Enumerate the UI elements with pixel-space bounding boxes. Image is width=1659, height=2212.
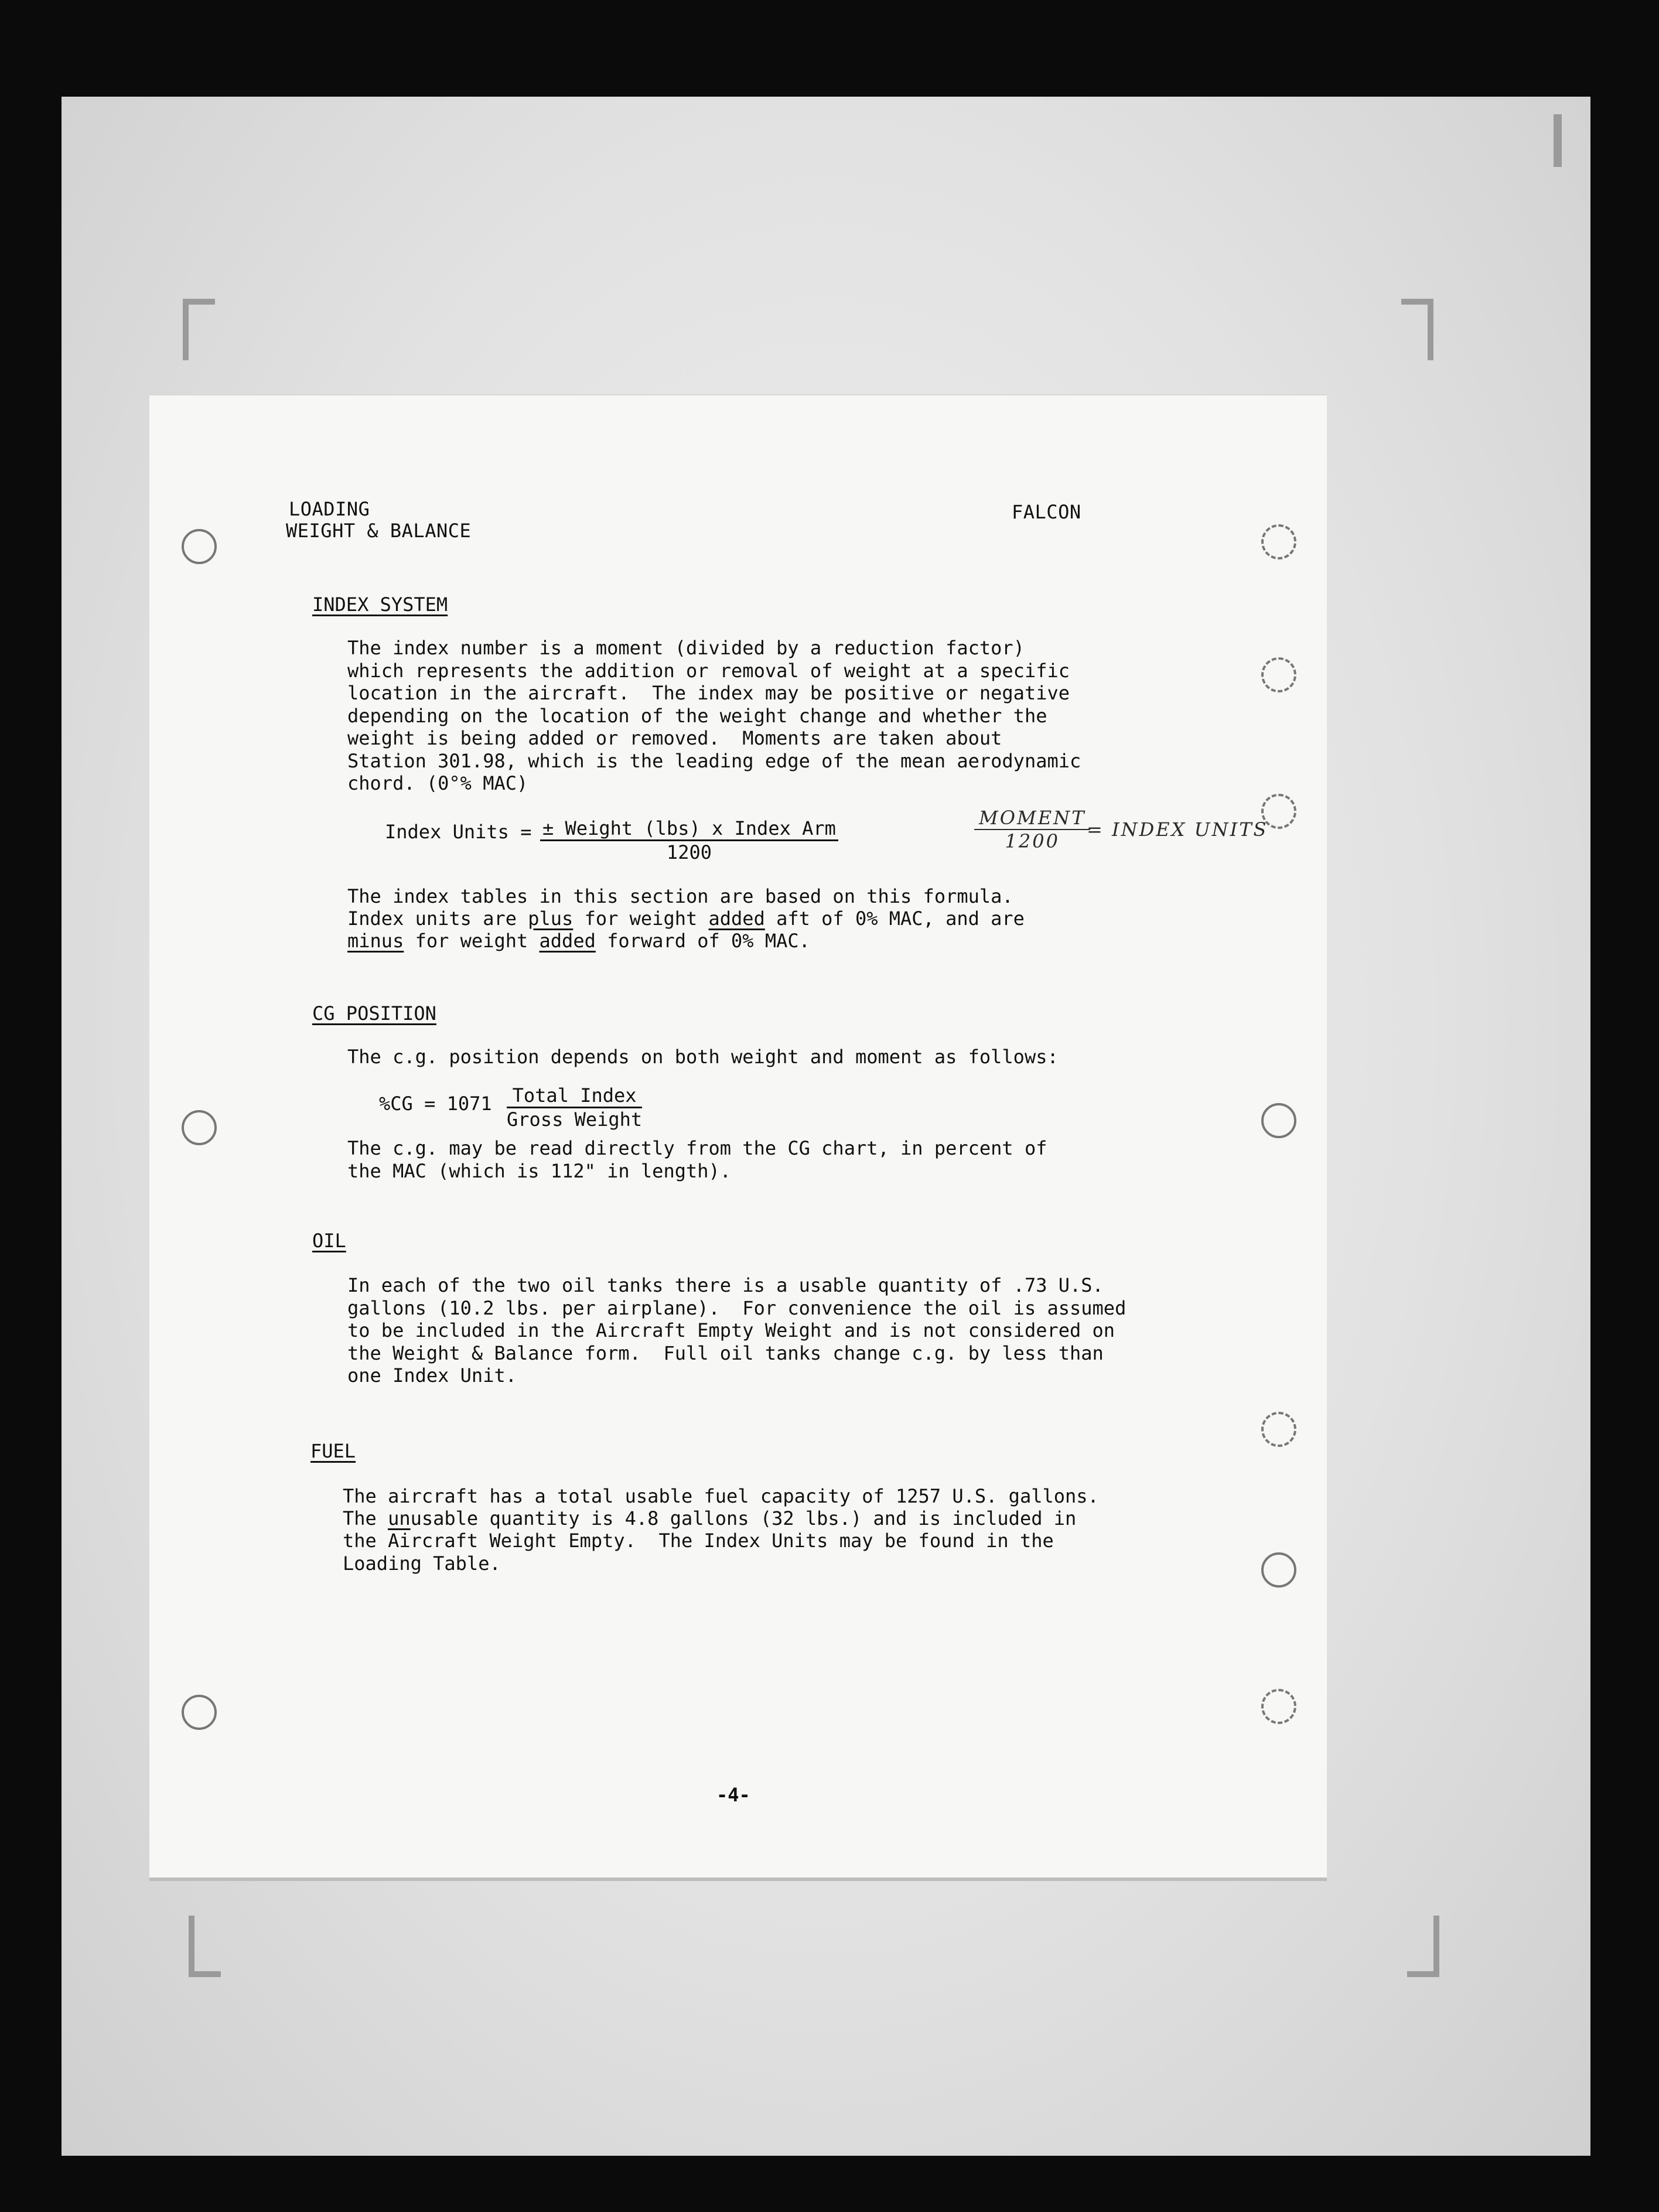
index-system-heading: INDEX SYSTEM	[312, 593, 448, 616]
header-left-line2: WEIGHT & BALANCE	[286, 520, 472, 542]
cg-position-note: The c.g. may be read directly from the CG chart, in percent of the MAC (which is 112" in length).	[347, 1137, 1047, 1182]
fuel-line2	[343, 1507, 1076, 1530]
oil-heading: OIL	[312, 1230, 346, 1252]
punch-hole	[182, 529, 217, 564]
index-tables-line3	[347, 930, 810, 953]
cg-formula-numerator: Total Index	[507, 1084, 642, 1108]
crop-mark-top-left	[183, 299, 215, 360]
crop-mark-top-right	[1401, 299, 1433, 360]
text-run: The	[343, 1507, 388, 1530]
index-formula-label: Index Units =	[385, 821, 532, 843]
handwritten-numerator: MOMENT	[974, 807, 1090, 830]
index-tables-line2	[347, 907, 1025, 930]
underlined-added: added	[539, 930, 596, 952]
punch-hole	[182, 1695, 217, 1730]
cg-formula-denominator: Gross Weight	[507, 1108, 643, 1131]
index-formula	[385, 821, 531, 843]
index-system-paragraph: The index number is a moment (divided by a reduction factor) which represents the addition or removal of weight at a specific location in the aircraft. The index may be positive or negative depending on the location of the weight change and whether the weight is being added or removed. Moments are taken about Station 301.98, which is the leading edge of the mean aerodynamic chord. (0°% MAC)	[347, 637, 1081, 794]
oil-paragraph: In each of the two oil tanks there is a usable quantity of .73 U.S. gallons (10.2 lbs. per airplane). For convenience the oil is assumed to be included in the Aircraft Empty Weight and is not considered on the Weight & Balance form. Full oil tanks change c.g. by less than one Index Unit.	[347, 1274, 1127, 1387]
underlined-un: un	[388, 1507, 411, 1530]
text-run: for weight	[573, 907, 709, 930]
index-tables-line1: The index tables in this section are based on this formula.	[347, 885, 1013, 907]
fuel-line3: the Aircraft Weight Empty. The Index Units may be found in the Loading Table.	[343, 1530, 1054, 1575]
cg-formula-fraction	[507, 1084, 642, 1131]
punch-hole	[1261, 657, 1296, 692]
underlined-minus: minus	[347, 930, 404, 952]
punch-hole	[1261, 1552, 1296, 1588]
fuel-heading: FUEL	[310, 1440, 356, 1462]
handwritten-denominator: 1200	[1005, 830, 1060, 852]
text-run: usable quantity is 4.8 gallons (32 lbs.) and is included in	[410, 1507, 1077, 1530]
text-run: forward of 0% MAC.	[595, 930, 810, 952]
text-run: Index units are	[347, 907, 528, 930]
header-left-line1: LOADING	[289, 498, 370, 520]
handwritten-fraction	[974, 807, 1090, 852]
punch-hole	[182, 1110, 217, 1145]
index-formula-fraction	[540, 817, 838, 863]
punch-hole	[1261, 524, 1296, 559]
cg-position-heading: CG POSITION	[312, 1002, 436, 1025]
cg-formula-label: %CG = 1071	[379, 1093, 492, 1115]
text-run: aft of 0% MAC, and are	[764, 907, 1025, 930]
punch-hole	[1261, 1103, 1296, 1138]
underlined-added: added	[708, 907, 765, 930]
index-formula-denominator: 1200	[666, 841, 712, 863]
header-right: FALCON	[1012, 501, 1081, 523]
punch-hole	[1261, 1412, 1296, 1447]
cg-position-intro: The c.g. position depends on both weight and moment as follows:	[347, 1046, 1059, 1068]
punch-hole	[1261, 1689, 1296, 1724]
crop-mark-bottom-right	[1407, 1916, 1439, 1977]
fuel-line1: The aircraft has a total usable fuel capacity of 1257 U.S. gallons.	[343, 1485, 1099, 1507]
page-number: -4-	[716, 1784, 750, 1806]
underlined-plus: plus	[528, 907, 574, 930]
handwritten-result: = INDEX UNITS	[1087, 818, 1268, 841]
index-formula-numerator: ± Weight (lbs) x Index Arm	[540, 817, 838, 841]
crop-mark-bottom-left	[189, 1916, 221, 1977]
text-run: for weight	[404, 930, 540, 952]
document-page	[149, 395, 1327, 1878]
crop-mark-edge	[1554, 114, 1562, 167]
